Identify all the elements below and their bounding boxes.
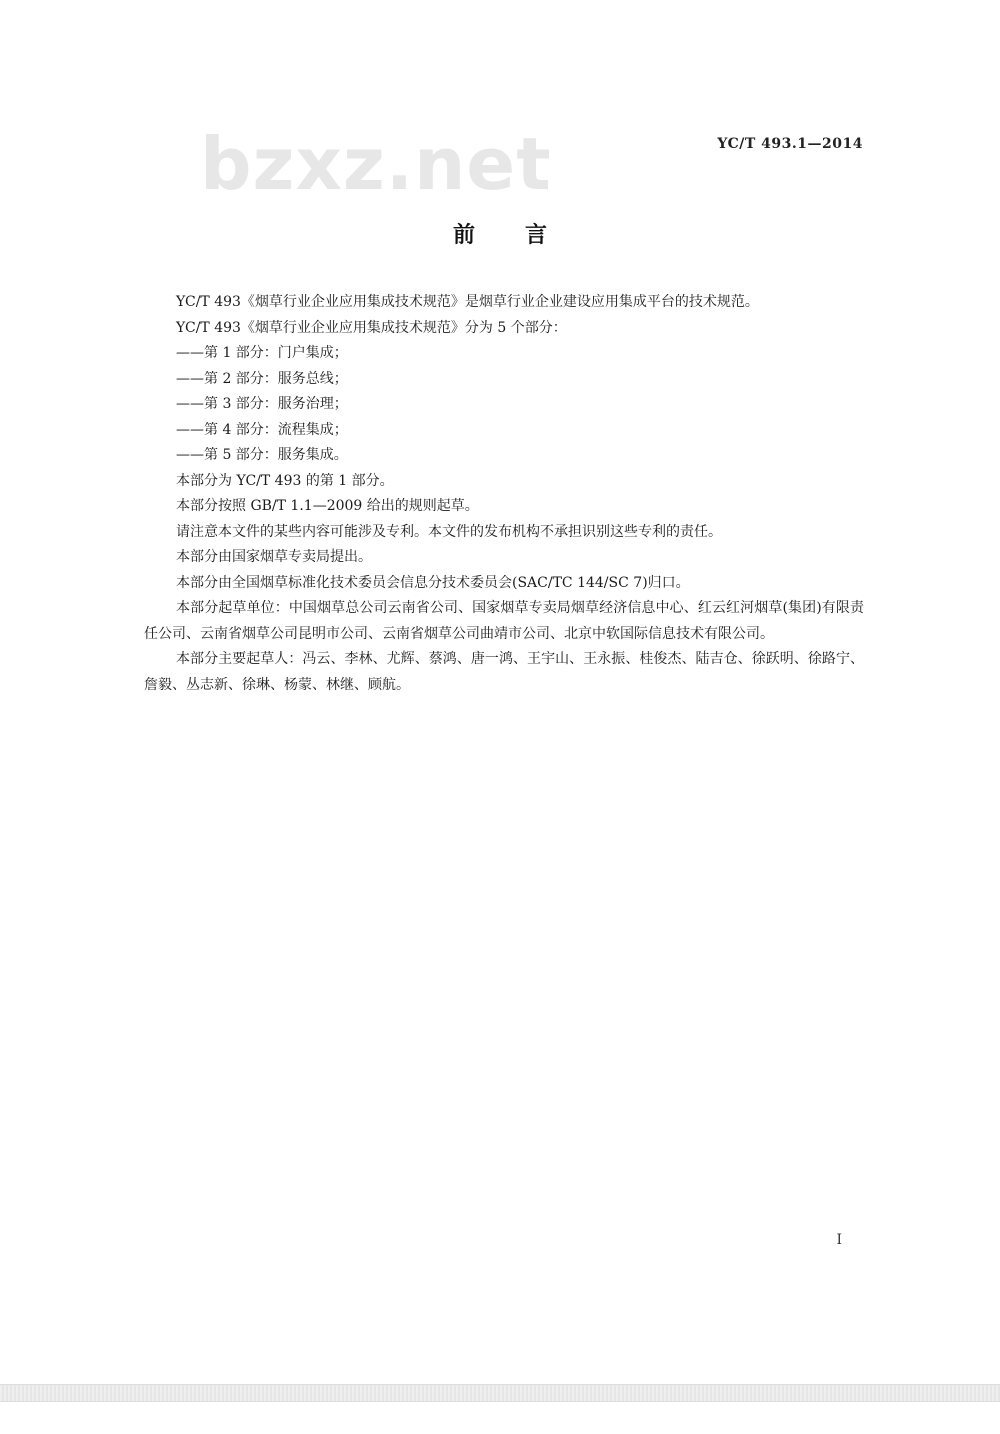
drafters-paragraph: 本部分主要起草人：冯云、李林、尤辉、蔡鸿、唐一鸿、王宇山、王永振、桂俊杰、陆吉仓、徐跃明、徐路宁、詹毅、丛志新、徐琳、杨蒙、林继、顾航。 (144, 651, 864, 693)
foreword-paragraph: 本部分由全国烟草标准化技术委员会信息分技术委员会(SAC/TC 144/SC 7)归口。 (176, 574, 690, 591)
part-list-item: ——第 5 部分：服务集成。 (176, 447, 348, 463)
watermark: bzxz.net (200, 122, 552, 206)
foreword-paragraph: YC/T 493《烟草行业企业应用集成技术规范》是烟草行业企业建设应用集成平台的技术规范。 (176, 294, 759, 310)
part-list-item: ——第 2 部分：服务总线； (176, 370, 348, 387)
page-title: 前言 (452, 223, 597, 248)
part-list-item: ——第 3 部分：服务治理； (176, 396, 348, 412)
document-code: YC/T 493.1—2014 (717, 136, 863, 152)
foreword-paragraph: 本部分由国家烟草专卖局提出。 (176, 549, 372, 565)
foreword-paragraph: 本部分按照 GB/T 1.1—2009 给出的规则起草。 (176, 498, 479, 514)
part-list-item: ——第 1 部分：门户集成； (176, 345, 348, 361)
foreword-body (144, 290, 864, 698)
horizontal-scrollbar[interactable] (0, 1384, 1000, 1402)
foreword-paragraph: 本部分为 YC/T 493 的第 1 部分。 (176, 472, 394, 489)
foreword-paragraph: 请注意本文件的某些内容可能涉及专利。本文件的发布机构不承担识别这些专利的责任。 (176, 523, 722, 540)
drafting-units-paragraph: 本部分起草单位：中国烟草总公司云南省公司、国家烟草专卖局烟草经济信息中心、红云红河烟草(集团)有限责任公司、云南省烟草公司昆明市公司、云南省烟草公司曲靖市公司、北京中软国际信息技术有限公司。 (144, 600, 864, 642)
part-list-item: ——第 4 部分：流程集成； (176, 421, 348, 438)
foreword-paragraph: YC/T 493《烟草行业企业应用集成技术规范》分为 5 个部分： (176, 319, 567, 336)
page-number: I (836, 1232, 842, 1248)
